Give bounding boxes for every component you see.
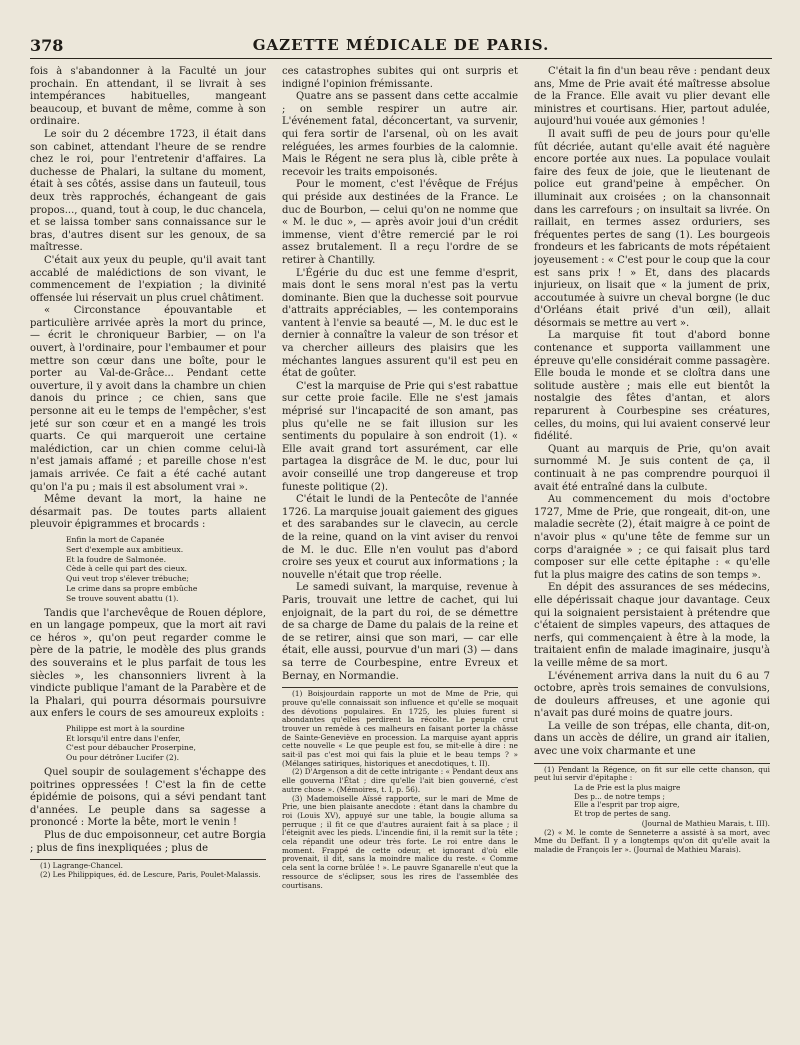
paragraph: C'était la fin d'un beau rêve : pendant deux ans, Mme de Prie avait été maîtresse absolue de la France. Elle avait vu plier devant elle ministres et courtisans. Hier, partout adulée, aujourd'hui vouée aux gémonies !	[534, 66, 770, 128]
paragraph: L'événement arriva dans la nuit du 6 au 7 octobre, après trois semaines de convulsions, de douleurs affreuses, et une agonie qui n'avait pas duré moins de quatre jours.	[534, 670, 770, 720]
paragraph: Plus de duc empoisonneur, cet autre Borgia ; plus de fins inexpliquées ; plus de	[30, 830, 266, 854]
column-2	[282, 66, 518, 1036]
paragraph: La marquise fit tout d'abord bonne contenance et supporta vaillamment une épreuve qu'elle considérait comme passagère. Elle bouda le monde et se cloîtra dans une solitude austère ; mais elle eut bientôt la nostalgie des fêtes d'antan, et alors reparurent à Courbespine ses créatures, celles, du moins, qui lui avaient conservé leur fidélité.	[534, 330, 770, 443]
footnotes	[534, 763, 770, 855]
verse-line: Elle a l'esprit par trop aigre,	[574, 800, 680, 810]
page-number: 378	[30, 36, 64, 55]
paragraph: C'était aux yeux du peuple, qu'il avait tant accablé de malédictions de son vivant, le commencement de l'expiation ; la divinité offensée lui réservait un plus cruel châtiment.	[30, 254, 266, 304]
verse-line: Et lorsqu'il entre dans l'enfer,	[66, 733, 181, 743]
verse-line: Philippe est mort à la sourdine	[66, 723, 185, 733]
verse-line: Et trop de pertes de sang.	[574, 809, 671, 819]
footnotes	[282, 687, 518, 890]
paragraph: « Circonstance épouvantable et particulière arrivée après la mort du prince, — écrit le chroniqueur Barbier, — on l'a ouvert, à l'ordinaire, pour l'embaumer et pour mettre son cœur dans une boîte, pour le porter au Val-de-Grâce... Pendant cette ouverture, il y avoit dans la chambre un chien danois du prince ; ce chien, sans que personne ait eu le temps de l'empêcher, s'est jeté sur son cœur et en a mangé les trois quarts. Ce qui marqueroit une certaine malédiction, car un chien comme celui-là n'est jamais affamé ; et pareille chose n'est jamais arrivée. Ce fait a été caché autant qu'on l'a pu ; mais il est absolument vrai ».	[30, 305, 266, 493]
verse-line: La de Prie est la plus maigre	[574, 783, 681, 793]
paragraph: C'est la marquise de Prie qui s'est rabattue sur cette proie facile. Elle ne s'est jamais méprisé sur l'incapacité de son amant, pas plus qu'elle ne se fait illusion sur les sentiments du populaire à son endroit (1). « Elle avait grand tort assurément, car elle partagea la disgrâce de M. le duc, pour lui avoir conseillé une trop dangereuse et trop funeste politique (2).	[282, 380, 518, 493]
paragraph: Même devant la mort, la haine ne désarmait pas. De toutes parts allaient pleuvoir épigrammes et brocards :	[30, 494, 266, 531]
verse-line: Le crime dans sa propre embûche	[66, 583, 198, 593]
verse-line: Se trouve souvent abattu (1).	[66, 593, 179, 603]
paragraph: Le soir du 2 décembre 1723, il était dans son cabinet, attendant l'heure de se rendre chez le roi, pour l'entretenir d'affaires. La duchesse de Phalari, la sultane du moment, était à ses côtés, assise dans un fauteuil, tous deux très rapprochés, échangeant de gais propos..., quand, tout à coup, le duc chancela, et se laissa tomber sans connaissance sur le bras, d'autres disent sur les genoux, de sa maîtresse.	[30, 128, 266, 254]
paragraph: Quel soupir de soulagement s'échappe des poitrines oppressées ! C'est la fin de cette épidémie de poisons, qui a sévi pendant tant d'années. Le peuple dans sa sagesse a prononcé : Morte la bête, mort le venin !	[30, 767, 266, 829]
column-1	[30, 66, 266, 1036]
footnote: (1) Pendant la Régence, on fit sur elle cette chanson, qui peut lui servir d'épitaphe :	[534, 764, 770, 783]
paragraph: Pour le moment, c'est l'évêque de Fréjus qui préside aux destinées de la France. Le duc de Bourbon, — celui qu'on ne nomme que « M. le duc », — après avoir joui d'un crédit immense, vient d'être remercié par le roi assez brutalement. Il a reçu l'ordre de se retirer à Chantilly.	[282, 179, 518, 266]
footnote-source: (Journal de Mathieu Marais, t. III).	[641, 818, 770, 828]
verse-line: Sert d'exemple aux ambitieux.	[66, 544, 184, 554]
epigram-verse	[66, 535, 266, 604]
verse-line: Cède à celle qui part des cieux.	[66, 564, 188, 574]
verse-line: Qui veut trop s'élever trébuche;	[66, 574, 189, 584]
paragraph: Il avait suffi de peu de jours pour qu'elle fût décriée, autant qu'elle avait été naguère encore portée aux nues. La populace voulait faire des feux de joie, que le lieutenant de police eut grand'peine à empêcher. On illuminait aux croisées ; on la chansonnait dans les carrefours ; on insultait sa livrée. On raillait, en termes assez orduriers, ses fréquentes pertes de sang (1). Les bourgeois frondeurs et les fabricants de mots répétaient joyeusement : « C'est pour le coup que la cour est sans prix ! » Et, dans des placards injurieux, on lisait que « la jument de prix, accoutumée à suivre un cheval borgne (le duc d'Orléans était privé d'un œil), allait désormais se mettre au vert ».	[534, 128, 770, 329]
footnote: (1) Boisjourdain rapporte un mot de Mme de Prie, qui prouve qu'elle connaissait son influence et qu'elle se moquait des dévotions populaires. En 1725, les pluies furent si abondantes qu'elles perdirent la récolte. Le peuple crut trouver un remède à ces malheurs en faisant porter la châsse de Sainte-Geneviève en procession. La marquise ayant appris cette nouvelle « Le que peuple est fou, se mit-elle à dire : ne sait-il pas c'est moi qui fais la pluie et le beau temps ? » (Mélanges satiriques, historiques et anecdotiques, t. II).	[282, 689, 518, 768]
footnotes	[30, 859, 266, 879]
paragraph: ces catastrophes subites qui ont surpris et indigné l'opinion frémissante.	[282, 66, 518, 90]
footnote: (2) Les Philippiques, éd. de Lescure, Paris, Poulet-Malassis.	[40, 869, 261, 879]
paragraph: C'était le lundi de la Pentecôte de l'année 1726. La marquise jouait gaiement des gigues et des sarabandes sur le clavecin, au cercle de la reine, quand on la vint aviser du renvoi de M. le duc. Elle n'en voulut pas d'abord croire ses yeux et courut aux informations ; la nouvelle n'était que trop réelle.	[282, 494, 518, 581]
footnote-verse	[574, 784, 770, 819]
footnote: (2) « M. le comte de Senneterre a assisté à sa mort, avec Mme du Deffant. Il y a longtemps qu'on dit qu'elle avait la maladie de François Ier ». (Journal de Mathieu Marais).	[534, 827, 770, 854]
paragraph: La veille de son trépas, elle chanta, dit-on, dans un accès de délire, un grand air italien, avec une voix charmante et une	[534, 720, 770, 758]
paragraph: Au commencement du mois d'octobre 1727, Mme de Prie, que rongeait, dit-on, une maladie secrète (2), était maigre à ce point de n'avoir plus « qu'une tête de femme sur un corps d'araignée » ; ce qui faisait plus tard composer sur elle cette épitaphe : « qu'elle fut la plus maigre des catins de son temps ».	[534, 494, 770, 581]
verse-line: C'est pour débaucher Proserpine,	[66, 743, 196, 753]
page-header	[30, 34, 772, 59]
paragraph: Le samedi suivant, la marquise, revenue à Paris, trouvait une lettre de cachet, qui lui enjoignait, de la part du roi, de se démettre de sa charge de Dame du palais de la reine et de se retirer, ainsi que son mari, — car elle était, elle aussi, pourvue d'un mari (3) — dans sa terre de Courbespine, entre Evreux et Bernay, en Normandie.	[282, 582, 518, 682]
journal-title: GAZETTE MÉDICALE DE PARIS.	[252, 36, 550, 54]
song-verse	[66, 724, 266, 763]
column-3	[534, 66, 770, 1036]
paragraph: Tandis que l'archevêque de Rouen déplore, en un langage pompeux, que la mort ait ravi ce héros », qu'on peut regarder comme le père de la patrie, le modèle des plus grands des souverains et le plus parfait de tous les siècles », les chansonniers livrent à la vindicte publique l'amant de la Parabère et de la Phalari, qui pourra désormais poursuivre aux enfers le cours de ses amoureux exploits :	[30, 607, 266, 720]
footnote: (3) Mademoiselle Aïssé rapporte, sur le mari de Mme de Prie, une bien plaisante anecdote : étant dans la chambre du roi (Louis XV), appuyé sur une table, la bougie alluma sa perruque ; il fit ce que d'autres auraient fait à sa place ; il l'éteignit avec les pieds. L'incendie fini, il la remit sur la tête ; cela répandit une odeur très forte. Le roi entre dans le moment. Frappé de cette odeur, et ignorant d'où elle provenait, il dit, sans la moindre malice du reste. « Comme cela sent la corne brûlée ! ». Le pauvre Sganarelle n'eut que la ressource de s'éclipser, sous les rires de l'assemblée des courtisans.	[282, 793, 518, 890]
verse-line: Des p... de notre temps ;	[574, 791, 666, 801]
verse-line: Enfin la mort de Capanée	[66, 534, 165, 544]
footnote: (1) Lagrange-Chancel.	[40, 861, 123, 871]
paragraph: Quatre ans se passent dans cette accalmie ; on semble respirer un autre air. L'événement fatal, déconcertant, va survenir, qui fera sortir de l'arsenal, où on les avait reléguées, les armes fourbies de la calomnie. Mais le Régent ne sera plus là, cible prête à recevoir les traits empoisonés.	[282, 91, 518, 178]
verse-line: Et la foudre de Salmonée.	[66, 554, 167, 564]
paragraph: Quant au marquis de Prie, qu'on avait surnommé M. Je suis content de ça, il continuait à ne pas comprendre pourquoi il avait été entraîné dans la culbute.	[534, 443, 770, 493]
paragraph: fois à s'abandonner à la Faculté un jour prochain. En attendant, il se livrait à ses intempérances habituelles, mangeant beaucoup, et buvant de même, comme à son ordinaire.	[30, 66, 266, 128]
paragraph: L'Égérie du duc est une femme d'esprit, mais dont le sens moral n'est pas la vertu dominante. Bien que la duchesse soit pourvue d'attraits appréciables, — les contemporains vantent à l'envie sa beauté —, M. le duc est le dernier à connaître la valeur de son trésor et va chercher ailleurs des plaisirs que les méchantes langues assurent qu'il est peu en état de goûter.	[282, 267, 518, 380]
footnote: (2) D'Argenson a dit de cette intrigante : « Pendant deux ans elle gouverna l'État ; dire qu'elle l'ait bien gouverné, c'est autre chose ». (Mémoires, t. I, p. 56).	[282, 767, 518, 794]
paragraph: En dépit des assurances de ses médecins, elle dépérissait chaque jour davantage. Ceux qui la soignaient persistaient à prétendre que c'étaient de simples vapeurs, des attaques de nerfs, qui commençaient à être à la mode, la traitaient enfin de malade imaginaire, jusqu'à la veille même de sa mort.	[534, 582, 770, 669]
verse-line: Ou pour détrôner Lucifer (2).	[66, 753, 180, 763]
